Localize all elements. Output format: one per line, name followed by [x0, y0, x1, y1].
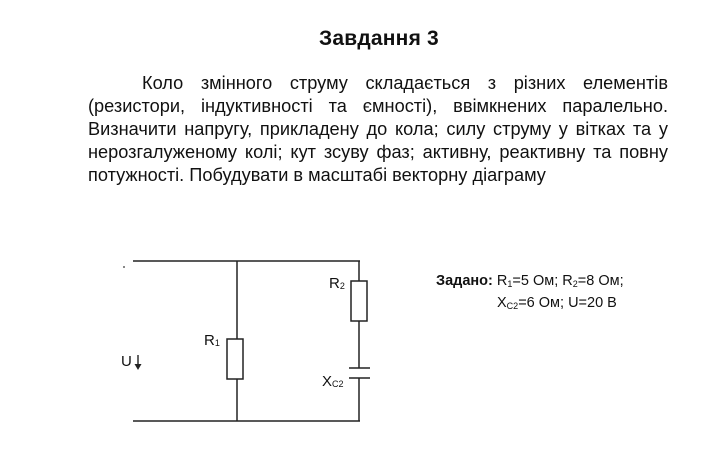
r1-given-name: R [496, 273, 508, 289]
r1-given-value: =5 Ом; [512, 273, 559, 289]
stray-dot [123, 266, 125, 268]
r2-label: R2 [329, 275, 345, 292]
given-values [436, 272, 624, 316]
resistor-r1 [227, 339, 243, 379]
xc2-given-sub: C2 [506, 301, 519, 311]
r2-given-sub: 2 [572, 279, 578, 289]
resistor-r2 [351, 281, 367, 321]
r1-label: R1 [204, 332, 220, 349]
r2-given-name: R [562, 273, 573, 289]
xc2-label: XC2 [322, 373, 344, 390]
r1-given-sub: 1 [507, 279, 513, 289]
voltage-label: U [121, 353, 132, 370]
task-title: Завдання 3 [319, 27, 439, 50]
voltage-arrow-head [135, 364, 142, 370]
given-label: Задано: [436, 273, 493, 289]
r2-given-value: =8 Ом; [577, 273, 624, 289]
given-row-2 [436, 294, 624, 316]
xc2-given-value: =6 Ом; [518, 295, 565, 311]
given-row-1 [436, 272, 624, 294]
u-given-value: U=20 В [568, 295, 617, 311]
xc2-given-name: X [497, 295, 507, 311]
problem-statement: Коло змінного струму складається з різних елементів (резистори, індуктивності та ємності), ввімкнених паралельно. Визначити напругу, прикладену до кола; силу струму у вітках та у нерозгалуженому колі; кут зсуву фаз; активну, реактивну та повну потужності. Побудувати в масштабі векторну діаграму [88, 73, 668, 185]
